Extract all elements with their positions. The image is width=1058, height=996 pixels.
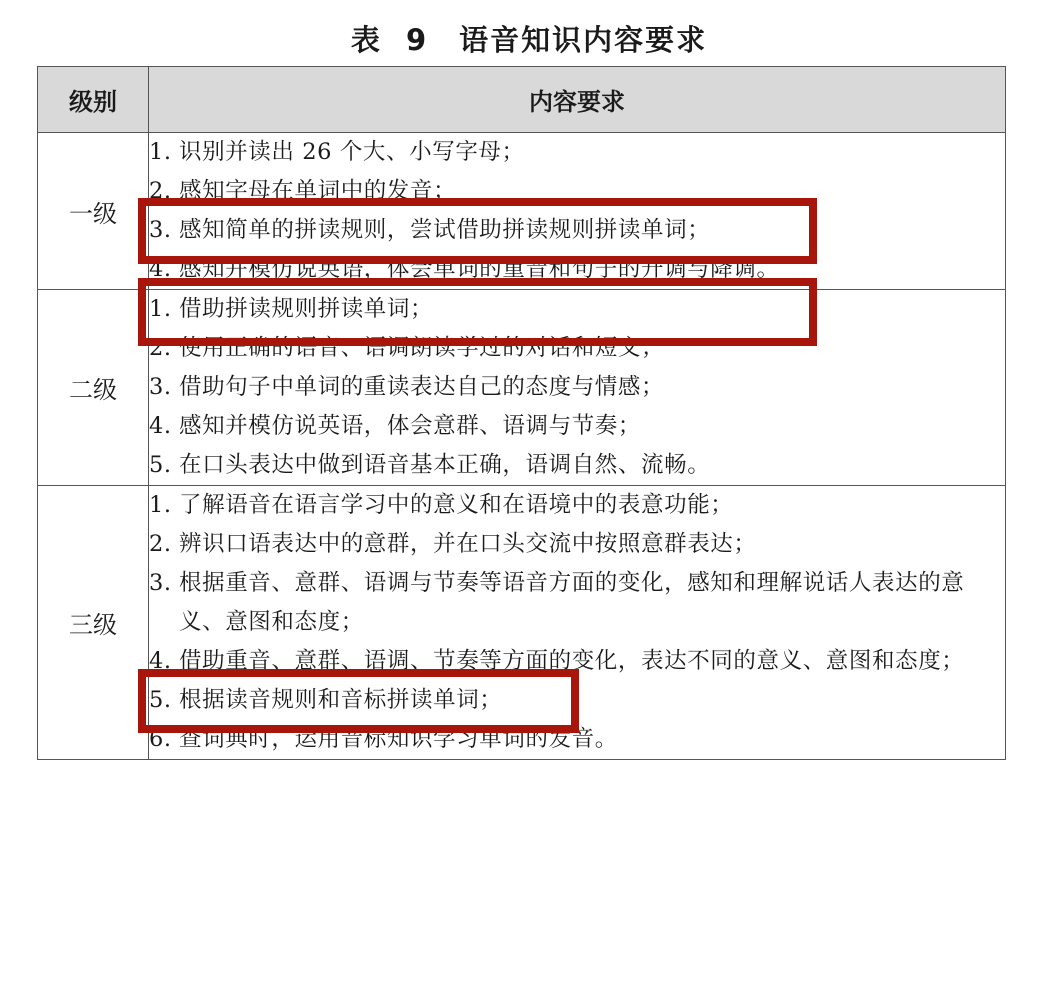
list-item: 3. 根据重音、意群、语调与节奏等语音方面的变化，感知和理解说话人表达的意义、意图和态度；: [149, 570, 965, 635]
highlight-box: [138, 198, 817, 264]
table-row: [38, 486, 1006, 760]
list-item: 2. 感知字母在单词中的发音；: [149, 178, 457, 204]
level-label: 三级: [38, 486, 149, 760]
list-item: 1. 识别并读出 26 个大、小写字母；: [149, 139, 525, 165]
table-row: [38, 290, 1006, 486]
content-cell: [149, 290, 1006, 486]
header-content: 内容要求: [149, 67, 1006, 133]
list-item: 5. 在口头表达中做到语音基本正确，语调自然、流畅。: [149, 452, 711, 478]
list-item: 1. 了解语音在语言学习中的意义和在语境中的表意功能；: [149, 492, 734, 518]
level-label: 二级: [38, 290, 149, 486]
content-cell: [149, 486, 1006, 760]
list-item: 3. 借助句子中单词的重读表达自己的态度与情感；: [149, 374, 665, 400]
list-item-highlighted: 3. 感知简单的拼读规则，尝试借助拼读规则拼读单词；: [149, 211, 1005, 250]
table-row: [38, 133, 1006, 290]
table-header-row: [38, 67, 1006, 133]
content-requirements-table: [37, 66, 1006, 760]
list-item: 2. 辨识口语表达中的意群，并在口头交流中按照意群表达；: [149, 531, 757, 557]
list-item: 6. 查词典时，运用音标知识学习单词的发音。: [149, 726, 618, 752]
highlight-box: [138, 669, 579, 733]
header-level: 级别: [38, 67, 149, 133]
list-item-highlighted: 5. 根据读音规则和音标拼读单词；: [149, 681, 1005, 720]
list-item: 2. 使用正确的语音、语调朗读学过的对话和短文；: [149, 335, 665, 361]
list-item: 4. 感知并模仿说英语，体会单词的重音和句子的升调与降调。: [149, 256, 780, 282]
level-label: 一级: [38, 133, 149, 290]
list-item-highlighted: 1. 借助拼读规则拼读单词；: [149, 290, 1005, 329]
list-item: 4. 感知并模仿说英语，体会意群、语调与节奏；: [149, 413, 642, 439]
content-cell: [149, 133, 1006, 290]
list-item: 4. 借助重音、意群、语调、节奏等方面的变化，表达不同的意义、意图和态度；: [149, 648, 965, 674]
page-title: 表 9 语音知识内容要求: [350, 23, 708, 57]
highlight-box: [138, 278, 817, 346]
